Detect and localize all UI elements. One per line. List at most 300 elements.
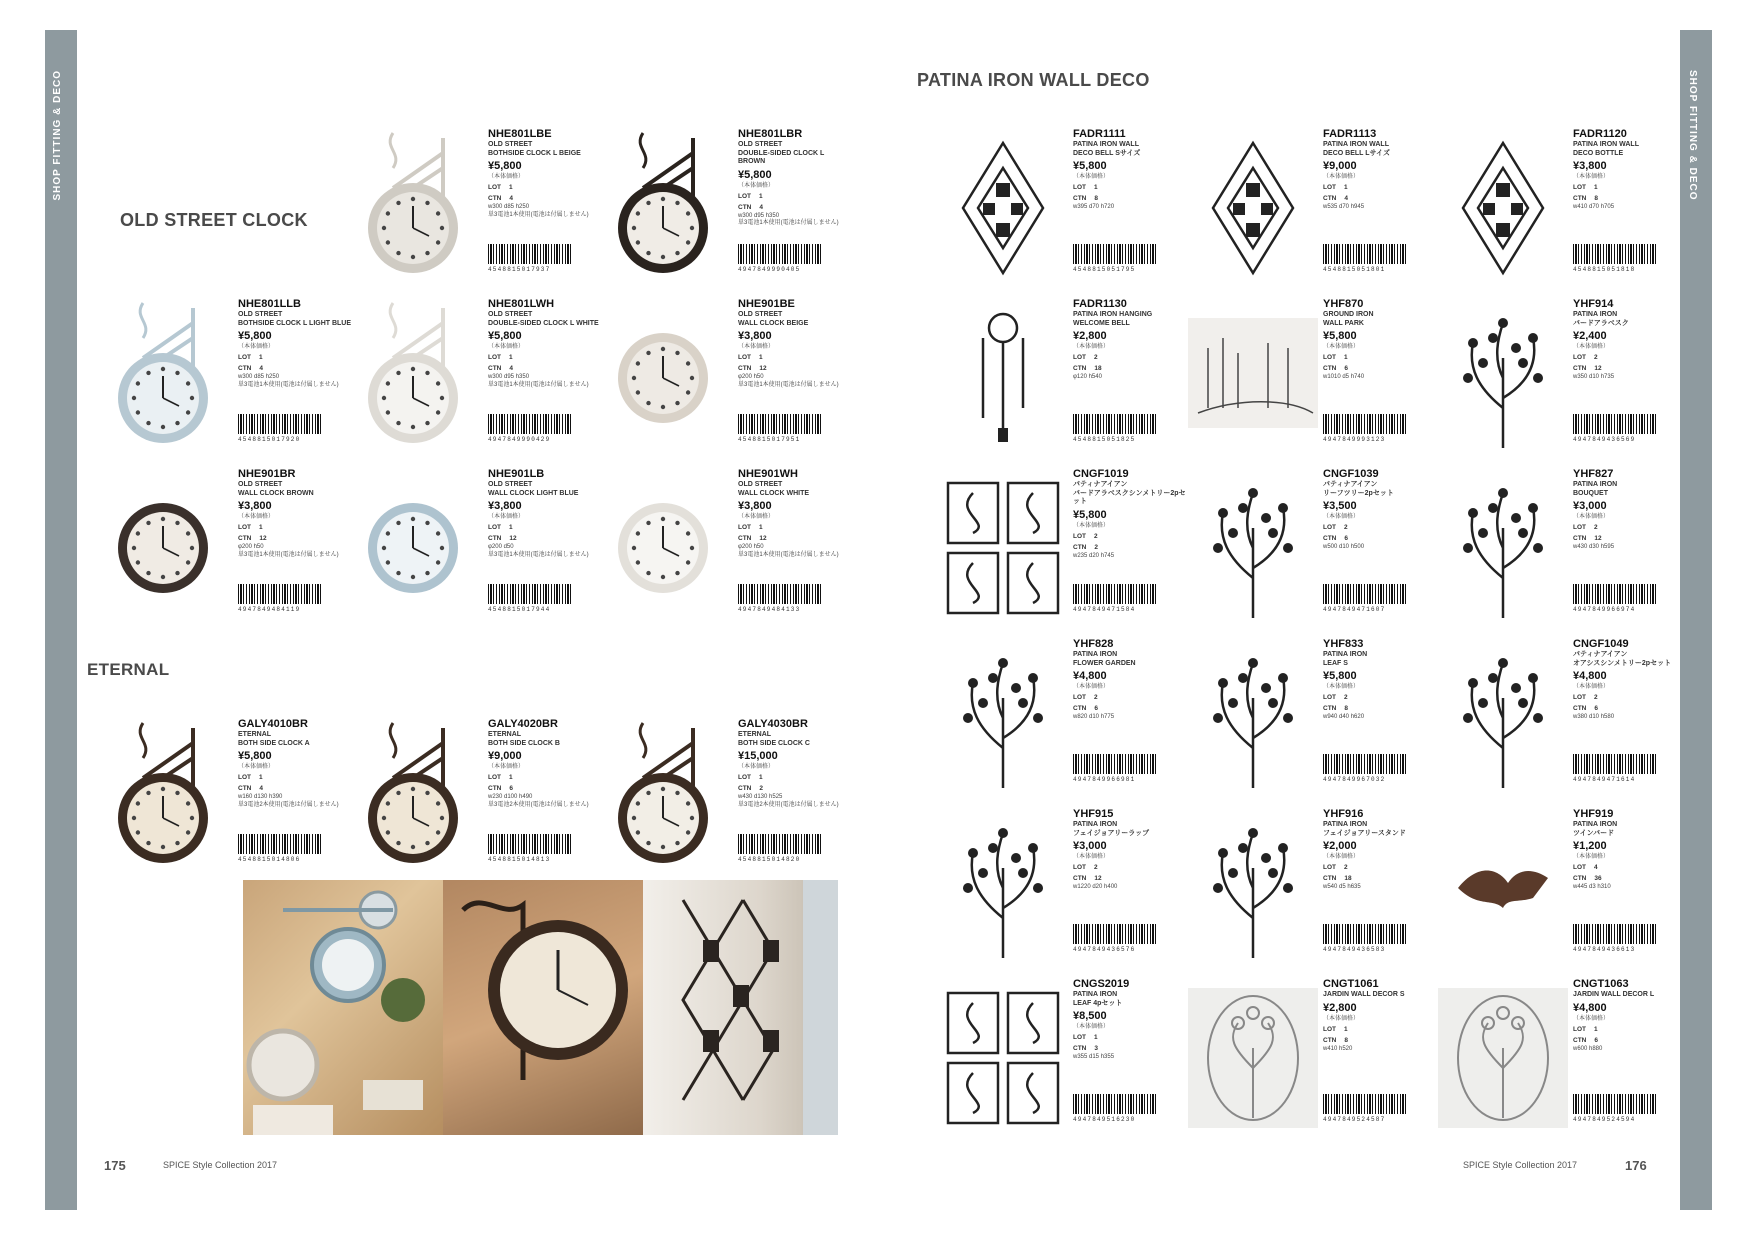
barcode bbox=[1073, 414, 1158, 434]
product-code: CNGT1063 bbox=[1573, 978, 1629, 990]
barcode bbox=[1323, 584, 1408, 604]
barcode-number: 4947849471584 bbox=[1073, 606, 1136, 613]
product-cngf1019 bbox=[938, 468, 1188, 638]
ctn-value: 18 bbox=[1344, 875, 1352, 882]
barcode-number: 4947849484119 bbox=[238, 606, 301, 613]
ctn-label: CTN bbox=[238, 365, 252, 372]
ctn-row bbox=[1323, 1035, 1438, 1046]
product-galy4020br bbox=[353, 718, 603, 888]
lot-label: LOT bbox=[1573, 1025, 1586, 1033]
tax-note: （本体価格） bbox=[1573, 174, 1610, 180]
jardin-l-image bbox=[1438, 978, 1568, 1138]
barcode-number: 4947849471614 bbox=[1573, 776, 1636, 783]
product-size: w600 h880 bbox=[1573, 1045, 1603, 1052]
lot-row bbox=[1073, 182, 1188, 193]
lot-label: LOT bbox=[488, 524, 501, 531]
barcode-number: 4548815014806 bbox=[238, 856, 301, 863]
left-page-number: 175 bbox=[104, 1158, 126, 1173]
lot-value: 2 bbox=[1344, 524, 1348, 531]
ctn-row bbox=[238, 533, 353, 544]
lot-row bbox=[1323, 182, 1438, 193]
barcode bbox=[488, 244, 573, 264]
product-code: NHE801LBR bbox=[738, 128, 803, 140]
lot-value: 2 bbox=[1344, 864, 1348, 871]
ctn-value: 6 bbox=[1594, 705, 1598, 712]
clock-bracket-blue-image bbox=[103, 298, 233, 458]
product-size: w410 h520 bbox=[1323, 1045, 1353, 1052]
product-price: ¥3,000 bbox=[1073, 840, 1107, 852]
lot-label: LOT bbox=[1323, 354, 1336, 361]
product-code: YHF916 bbox=[1323, 808, 1364, 820]
ctn-row bbox=[1323, 193, 1438, 204]
product-description: ETERNAL BOTH SIDE CLOCK A bbox=[238, 731, 310, 747]
barcode bbox=[238, 834, 323, 854]
barcode-number: 4548815014820 bbox=[738, 856, 801, 863]
barcode-number: 4947849966981 bbox=[1073, 776, 1136, 783]
oasis-image bbox=[1438, 638, 1568, 798]
product-description: JARDIN WALL DECOR L bbox=[1573, 991, 1655, 998]
lot-value: 1 bbox=[259, 524, 263, 531]
ctn-label: CTN bbox=[488, 535, 502, 542]
barcode bbox=[738, 584, 823, 604]
product-nhe801lwh bbox=[353, 298, 603, 468]
product-price: ¥3,500 bbox=[1323, 500, 1357, 512]
lot-label: LOT bbox=[738, 354, 751, 361]
product-size: φ200 h50 単3電池1本使用(電池は付属しません) bbox=[738, 374, 839, 388]
product-info bbox=[1073, 638, 1188, 722]
barcode bbox=[1573, 924, 1658, 944]
barcode-number: 4548815051818 bbox=[1573, 266, 1636, 273]
product-galy4030br bbox=[603, 718, 853, 888]
product-fadr1120 bbox=[1438, 128, 1688, 298]
product-size: w1220 d20 h400 bbox=[1073, 884, 1118, 890]
lot-row bbox=[1573, 522, 1688, 533]
lot-label: LOT bbox=[1573, 354, 1586, 361]
lot-value: 1 bbox=[509, 354, 513, 361]
product-code: GALY4030BR bbox=[738, 718, 808, 730]
lot-row bbox=[1073, 692, 1188, 703]
lot-row bbox=[1323, 522, 1438, 533]
product-description: OLD STREET BOTHSIDE CLOCK L LIGHT BLUE bbox=[238, 311, 352, 327]
lot-value: 1 bbox=[259, 354, 263, 361]
product-size: w380 d10 h580 bbox=[1573, 714, 1615, 720]
product-code: YHF828 bbox=[1073, 638, 1114, 650]
product-price: ¥5,800 bbox=[1323, 670, 1357, 682]
lot-value: 1 bbox=[1094, 184, 1098, 191]
product-code: FADR1120 bbox=[1573, 128, 1627, 140]
ctn-row bbox=[1073, 363, 1188, 374]
barcode bbox=[1573, 1094, 1658, 1114]
ctn-row bbox=[488, 193, 603, 204]
product-price: ¥3,800 bbox=[738, 330, 772, 342]
lot-label: LOT bbox=[488, 774, 501, 781]
product-price: ¥2,800 bbox=[1323, 1001, 1357, 1014]
product-price: ¥3,800 bbox=[488, 500, 522, 512]
product-description: OLD STREET WALL CLOCK WHITE bbox=[738, 481, 810, 497]
product-price: ¥3,800 bbox=[738, 500, 772, 512]
lot-label: LOT bbox=[488, 354, 501, 361]
product-size: φ200 d50 単3電池1本使用(電池は付属しません) bbox=[488, 544, 589, 558]
ctn-row bbox=[738, 202, 853, 213]
product-price: ¥5,800 bbox=[738, 168, 772, 181]
lot-row bbox=[488, 522, 603, 533]
barcode bbox=[738, 244, 823, 264]
product-price: ¥4,800 bbox=[1573, 670, 1607, 682]
product-info bbox=[738, 468, 853, 559]
deco-bell-s-image bbox=[938, 128, 1068, 288]
product-code: NHE801LLB bbox=[238, 298, 301, 310]
product-price: ¥3,800 bbox=[238, 500, 272, 512]
lot-row bbox=[738, 352, 853, 363]
barcode bbox=[738, 414, 823, 434]
ctn-value: 12 bbox=[1594, 365, 1602, 372]
barcode-number: 4947849516230 bbox=[1073, 1116, 1136, 1123]
ctn-label: CTN bbox=[1573, 365, 1587, 372]
lot-label: LOT bbox=[1573, 184, 1586, 191]
ctn-label: CTN bbox=[1073, 875, 1087, 882]
product-code: NHE901BR bbox=[238, 468, 296, 480]
tax-note: （本体価格） bbox=[1073, 522, 1110, 529]
lot-value: 1 bbox=[1344, 184, 1348, 191]
product-cngt1063 bbox=[1438, 978, 1688, 1148]
tax-note: （本体価格） bbox=[1323, 854, 1360, 860]
product-info bbox=[1073, 808, 1188, 892]
ctn-row bbox=[488, 783, 603, 794]
lot-label: LOT bbox=[488, 184, 501, 191]
ctn-value: 4 bbox=[509, 195, 513, 202]
lot-label: LOT bbox=[738, 192, 751, 200]
product-description: PATINA IRON HANGING WELCOME BELL bbox=[1073, 311, 1153, 327]
ctn-value: 6 bbox=[1094, 705, 1098, 712]
product-nhe901lb bbox=[353, 468, 603, 638]
product-price: ¥1,200 bbox=[1573, 840, 1607, 852]
wall-park-image bbox=[1188, 298, 1318, 458]
barcode bbox=[1073, 244, 1158, 264]
barcode bbox=[488, 834, 573, 854]
lot-label: LOT bbox=[1073, 532, 1086, 540]
lot-value: 1 bbox=[509, 524, 513, 531]
ctn-value: 6 bbox=[509, 785, 513, 792]
ctn-label: CTN bbox=[488, 365, 502, 372]
lot-row bbox=[1073, 352, 1188, 363]
product-price: ¥4,800 bbox=[1573, 1001, 1607, 1014]
product-galy4010br bbox=[103, 718, 353, 888]
product-info bbox=[488, 128, 603, 219]
product-description: PATINA IRON WALL DECO BELL Sサイズ bbox=[1073, 141, 1141, 157]
ctn-label: CTN bbox=[238, 535, 252, 542]
ctn-row bbox=[1073, 703, 1188, 714]
tax-note: （本体価格） bbox=[238, 764, 275, 770]
product-price: ¥2,400 bbox=[1573, 330, 1607, 342]
product-description: PATINA IRON フェイジョアリースタンド bbox=[1323, 821, 1406, 837]
barcode-number: 4548815017920 bbox=[238, 436, 301, 443]
lot-label: LOT bbox=[1073, 354, 1086, 361]
barcode bbox=[488, 414, 573, 434]
ctn-label: CTN bbox=[1073, 365, 1087, 372]
ctn-row bbox=[1573, 363, 1688, 374]
product-description: PATINA IRON LEAF S bbox=[1323, 651, 1368, 667]
barcode bbox=[1323, 414, 1408, 434]
lot-row bbox=[1573, 1024, 1688, 1035]
ctn-label: CTN bbox=[1573, 195, 1587, 202]
ctn-row bbox=[1573, 703, 1688, 714]
product-description: JARDIN WALL DECOR S bbox=[1323, 991, 1405, 998]
product-info bbox=[738, 128, 853, 228]
tax-note: （本体価格） bbox=[1573, 1015, 1610, 1022]
product-info bbox=[238, 468, 353, 559]
tax-note: （本体価格） bbox=[488, 764, 525, 770]
section-title-eternal: ETERNAL bbox=[87, 660, 170, 679]
product-info bbox=[1073, 978, 1188, 1062]
right-page-number: 176 bbox=[1625, 1158, 1647, 1173]
leaf-tree-image bbox=[1188, 468, 1318, 628]
product-info bbox=[738, 298, 853, 389]
lot-value: 1 bbox=[1094, 1034, 1098, 1041]
lot-label: LOT bbox=[1323, 694, 1336, 701]
product-nhe801lbr bbox=[603, 128, 853, 298]
barcode-number: 4548815051825 bbox=[1073, 436, 1136, 443]
lot-value: 1 bbox=[509, 774, 513, 781]
leaf-s-image bbox=[1188, 638, 1318, 798]
lot-row bbox=[488, 182, 603, 193]
ctn-value: 6 bbox=[1344, 365, 1348, 372]
barcode bbox=[1573, 244, 1658, 264]
product-info bbox=[1323, 808, 1438, 892]
section-title-old-street: OLD STREET CLOCK bbox=[120, 210, 308, 230]
product-description: PATINA IRON BOUQUET bbox=[1573, 481, 1618, 497]
lot-row bbox=[738, 522, 853, 533]
barcode bbox=[1573, 754, 1658, 774]
product-description: PATINA IRON WALL DECO BELL Lサイズ bbox=[1323, 141, 1390, 157]
lot-label: LOT bbox=[738, 524, 751, 531]
lot-label: LOT bbox=[238, 774, 251, 781]
lot-row bbox=[238, 522, 353, 533]
ctn-row bbox=[488, 363, 603, 374]
ctn-label: CTN bbox=[238, 785, 252, 792]
product-info bbox=[1573, 638, 1688, 722]
product-code: YHF827 bbox=[1573, 468, 1614, 480]
product-yhf914 bbox=[1438, 298, 1688, 468]
product-cngf1049 bbox=[1438, 638, 1688, 808]
product-description: PATINA IRON LEAF 4pセット bbox=[1073, 991, 1123, 1007]
product-size: w445 d3 h310 bbox=[1573, 884, 1611, 890]
ctn-label: CTN bbox=[738, 365, 752, 372]
lot-label: LOT bbox=[238, 354, 251, 361]
product-description: パティナアイアン リーフツリー2pセット bbox=[1323, 481, 1394, 497]
ctn-label: CTN bbox=[488, 195, 502, 202]
lot-label: LOT bbox=[1573, 864, 1586, 871]
product-code: YHF915 bbox=[1073, 808, 1114, 820]
barcode bbox=[1073, 924, 1158, 944]
lot-row bbox=[1073, 1032, 1188, 1043]
tax-note: （本体価格） bbox=[1323, 514, 1360, 520]
ctn-value: 18 bbox=[1094, 365, 1102, 372]
lot-value: 2 bbox=[1094, 354, 1098, 361]
ctn-row bbox=[1573, 873, 1688, 884]
product-nhe901wh bbox=[603, 468, 853, 638]
lot-row bbox=[488, 772, 603, 783]
ctn-value: 4 bbox=[259, 365, 263, 372]
lot-label: LOT bbox=[1323, 1025, 1336, 1033]
ctn-label: CTN bbox=[738, 203, 752, 211]
tax-note: （本体価格） bbox=[1073, 684, 1110, 690]
product-description: OLD STREET WALL CLOCK BEIGE bbox=[738, 311, 809, 327]
ctn-row bbox=[1323, 873, 1438, 884]
ctn-label: CTN bbox=[1573, 875, 1587, 882]
lot-value: 2 bbox=[1594, 694, 1598, 701]
product-price: ¥3,000 bbox=[1573, 500, 1607, 512]
product-code: YHF870 bbox=[1323, 298, 1364, 310]
product-fadr1130 bbox=[938, 298, 1188, 468]
product-info bbox=[1073, 298, 1188, 382]
product-description: パティナアイアン オアシスシンメトリー2pセット bbox=[1573, 651, 1672, 667]
product-size: w355 d15 h355 bbox=[1073, 1054, 1115, 1060]
product-code: FADR1113 bbox=[1323, 128, 1377, 140]
product-yhf833 bbox=[1188, 638, 1438, 808]
product-info bbox=[1323, 128, 1438, 212]
product-price: ¥5,800 bbox=[1323, 330, 1357, 342]
product-price: ¥15,000 bbox=[738, 750, 778, 762]
ctn-label: CTN bbox=[1323, 535, 1337, 542]
barcode bbox=[1573, 584, 1658, 604]
barcode-number: 4548815014813 bbox=[488, 856, 551, 863]
bouquet-image bbox=[1438, 468, 1568, 628]
barcode-number: 4947849471607 bbox=[1323, 606, 1386, 613]
product-code: YHF914 bbox=[1573, 298, 1614, 310]
product-code: NHE801LBE bbox=[488, 128, 552, 140]
ctn-label: CTN bbox=[738, 785, 752, 792]
product-info bbox=[238, 298, 353, 389]
tax-note: （本体価格） bbox=[1323, 684, 1360, 690]
lot-label: LOT bbox=[1573, 694, 1586, 701]
lot-label: LOT bbox=[1573, 524, 1586, 531]
product-price: ¥5,800 bbox=[238, 750, 272, 762]
tax-note: （本体価格） bbox=[738, 764, 775, 770]
product-code: CNGF1049 bbox=[1573, 638, 1629, 650]
product-code: CNGS2019 bbox=[1073, 978, 1130, 990]
lot-row bbox=[1573, 692, 1688, 703]
product-cngf1039 bbox=[1188, 468, 1438, 638]
clock-bracket-light-image bbox=[353, 128, 483, 288]
barcode-number: 4947849524587 bbox=[1323, 1116, 1386, 1123]
left-tab-label: SHOP FITTING & DECO bbox=[52, 70, 63, 201]
lot-value: 2 bbox=[1594, 524, 1598, 531]
barcode bbox=[1323, 1094, 1408, 1114]
ctn-row bbox=[1073, 193, 1188, 204]
tax-note: （本体価格） bbox=[488, 514, 525, 520]
lot-row bbox=[1073, 531, 1188, 542]
lot-value: 2 bbox=[1344, 694, 1348, 701]
ctn-row bbox=[1073, 542, 1188, 553]
lot-label: LOT bbox=[1073, 864, 1086, 871]
feijoa-wrap-image bbox=[938, 808, 1068, 968]
product-nhe801lbe bbox=[353, 128, 603, 298]
ctn-value: 8 bbox=[1594, 195, 1598, 202]
ctn-value: 2 bbox=[759, 785, 763, 792]
product-code: CNGT1061 bbox=[1323, 978, 1379, 990]
ctn-row bbox=[1323, 363, 1438, 374]
barcode-number: 4548815017951 bbox=[738, 436, 801, 443]
product-fadr1113 bbox=[1188, 128, 1438, 298]
tax-note: （本体価格） bbox=[238, 514, 275, 520]
product-price: ¥5,800 bbox=[1073, 508, 1107, 521]
lot-label: LOT bbox=[1323, 184, 1336, 191]
product-code: YHF919 bbox=[1573, 808, 1614, 820]
ctn-label: CTN bbox=[1073, 195, 1087, 202]
barcode-number: 4947849967032 bbox=[1323, 776, 1386, 783]
product-size: w410 d70 h705 bbox=[1573, 204, 1615, 210]
product-yhf827 bbox=[1438, 468, 1688, 638]
tax-note: （本体価格） bbox=[1073, 854, 1110, 860]
product-info bbox=[1573, 128, 1688, 212]
barcode-number: 4947849436569 bbox=[1573, 436, 1636, 443]
barcode bbox=[738, 834, 823, 854]
ctn-value: 2 bbox=[1094, 543, 1098, 551]
right-footer-text: SPICE Style Collection 2017 bbox=[1463, 1160, 1578, 1170]
product-fadr1111 bbox=[938, 128, 1188, 298]
ctn-value: 8 bbox=[1094, 195, 1098, 202]
product-price: ¥2,800 bbox=[1073, 330, 1107, 342]
ctn-value: 6 bbox=[1594, 1036, 1598, 1044]
product-description: PATINA IRON バードアラベスク bbox=[1573, 311, 1629, 327]
product-info bbox=[488, 468, 603, 559]
product-size: w430 d130 h525 単3電池2本使用(電池は付属しません) bbox=[738, 794, 839, 808]
lifestyle-photo-2 bbox=[443, 880, 643, 1135]
product-size: w300 d95 h350 単3電池1本使用(電池は付属しません) bbox=[738, 212, 839, 226]
ctn-label: CTN bbox=[488, 785, 502, 792]
product-cngs2019 bbox=[938, 978, 1188, 1148]
lot-value: 1 bbox=[1594, 184, 1598, 191]
lot-value: 1 bbox=[759, 192, 763, 200]
lot-value: 1 bbox=[259, 774, 263, 781]
right-tab-label: SHOP FITTING & DECO bbox=[1687, 70, 1698, 201]
product-nhe901be bbox=[603, 298, 853, 468]
barcode bbox=[1323, 754, 1408, 774]
product-description: OLD STREET BOTHSIDE CLOCK L BEIGE bbox=[488, 141, 581, 157]
ctn-row bbox=[238, 363, 353, 374]
product-info bbox=[1573, 978, 1688, 1053]
product-code: FADR1111 bbox=[1073, 128, 1126, 140]
barcode-number: 4947849436583 bbox=[1323, 946, 1386, 953]
product-info bbox=[1073, 468, 1188, 560]
ctn-row bbox=[1573, 193, 1688, 204]
tax-note: （本体価格） bbox=[1573, 344, 1610, 350]
barcode-number: 4947849966974 bbox=[1573, 606, 1636, 613]
product-price: ¥4,800 bbox=[1073, 670, 1107, 682]
product-size: w540 d5 h635 bbox=[1323, 884, 1361, 890]
product-info bbox=[1323, 638, 1438, 722]
bird-arabesque-image bbox=[1438, 298, 1568, 458]
ctn-label: CTN bbox=[1323, 365, 1337, 372]
product-size: w430 d30 h595 bbox=[1573, 544, 1615, 550]
product-price: ¥9,000 bbox=[488, 750, 522, 762]
product-info bbox=[488, 718, 603, 809]
lot-value: 1 bbox=[759, 774, 763, 781]
ctn-value: 12 bbox=[1094, 875, 1102, 882]
tax-note: （本体価格） bbox=[1073, 344, 1110, 350]
barcode-number: 4548815017937 bbox=[488, 266, 551, 273]
ctn-label: CTN bbox=[1323, 1036, 1337, 1044]
clock-eternal-c-image bbox=[603, 718, 733, 878]
tax-note: （本体価格） bbox=[738, 344, 775, 350]
ctn-row bbox=[738, 783, 853, 794]
ctn-value: 4 bbox=[759, 203, 763, 211]
tax-note: （本体価格） bbox=[738, 182, 775, 189]
product-yhf870 bbox=[1188, 298, 1438, 468]
lot-row bbox=[238, 352, 353, 363]
lot-label: LOT bbox=[1323, 524, 1336, 531]
lot-row bbox=[1073, 862, 1188, 873]
